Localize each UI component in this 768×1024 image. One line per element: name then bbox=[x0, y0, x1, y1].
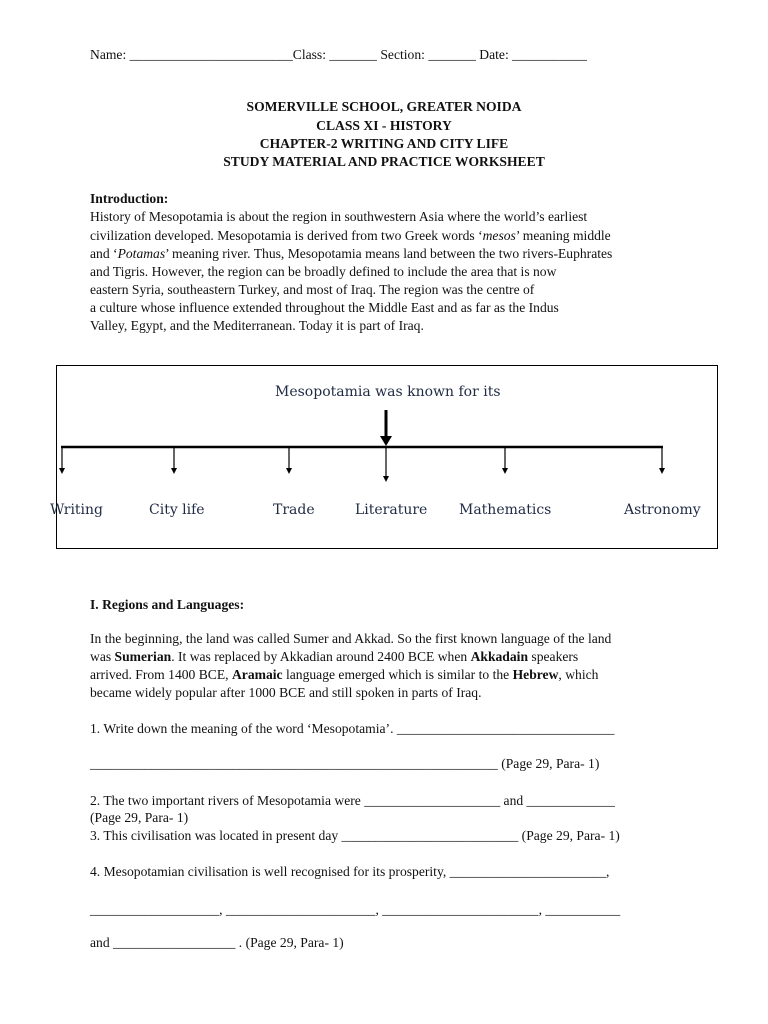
intro-line: and Tigris. However, the region can be broadly defined to include the area that is now bbox=[90, 264, 557, 279]
section-line: In the beginning, the land was called Sumer and Akkad. So the first known language of the land bbox=[90, 631, 612, 646]
class-title: CLASS XI - HISTORY bbox=[316, 118, 452, 133]
school-title: SOMERVILLE SCHOOL, GREATER NOIDA bbox=[246, 99, 522, 114]
intro-line: civilization developed. Mesopotamia is derived from two Greek words ‘mesos’ meaning middle bbox=[90, 228, 611, 243]
diagram-item-literature: Literature bbox=[355, 502, 428, 518]
intro-line: Valley, Egypt, and the Mediterranean. Today it is part of Iraq. bbox=[90, 318, 424, 333]
question-2-ref: (Page 29, Para- 1) bbox=[90, 810, 189, 825]
section-line: became widely popular after 1000 BCE and still spoken in parts of Iraq. bbox=[90, 685, 482, 700]
diagram-item-city-life: City life bbox=[149, 502, 205, 518]
section-heading: I. Regions and Languages: bbox=[90, 597, 245, 612]
intro-line: eastern Syria, southeastern Turkey, and most of Iraq. The region was the centre of bbox=[90, 282, 535, 297]
header-fields: Name: ________________________Class: _______ Section: _______ Date: ___________ bbox=[90, 47, 587, 62]
diagram-title: Mesopotamia was known for its bbox=[275, 384, 501, 400]
question-1: 1. Write down the meaning of the word ‘Mesopotamia’. ________________________________ bbox=[90, 721, 615, 736]
question-4-answer-line: ___________________, ______________________, _______________________, ___________ bbox=[90, 902, 621, 917]
section-line: arrived. From 1400 BCE, Aramaic language emerged which is similar to the Hebrew, which bbox=[90, 667, 599, 682]
intro-heading: Introduction: bbox=[90, 191, 169, 206]
chapter-title: CHAPTER-2 WRITING AND CITY LIFE bbox=[259, 136, 509, 151]
intro-line: History of Mesopotamia is about the region in southwestern Asia where the world’s earliest bbox=[90, 209, 588, 224]
question-4: 4. Mesopotamian civilisation is well recognised for its prosperity, _______________________, bbox=[90, 864, 610, 879]
diagram-item-mathematics: Mathematics bbox=[459, 502, 552, 518]
question-3: 3. This civilisation was located in present day __________________________ (Page 29, Para- 1) bbox=[90, 828, 620, 843]
worksheet-title: STUDY MATERIAL AND PRACTICE WORKSHEET bbox=[223, 154, 545, 169]
question-2: 2. The two important rivers of Mesopotamia were ____________________ and _____________ bbox=[90, 793, 615, 808]
diagram-item-astronomy: Astronomy bbox=[624, 502, 701, 518]
intro-line: and ‘Potamas’ meaning river. Thus, Mesopotamia means land between the two rivers-Euphrates bbox=[90, 246, 613, 261]
diagram-item-writing: Writing bbox=[50, 502, 104, 518]
question-4-end: and __________________ . (Page 29, Para- 1) bbox=[90, 935, 344, 950]
diagram-item-trade: Trade bbox=[273, 502, 315, 518]
question-1-answer-line: ____________________________________________________________ (Page 29, Para- 1) bbox=[90, 756, 600, 771]
intro-line: a culture whose influence extended throughout the Middle East and as far as the Indus bbox=[90, 300, 559, 315]
mesopotamia-diagram bbox=[50, 365, 718, 549]
section-line: was Sumerian. It was replaced by Akkadian around 2400 BCE when Akkadain speakers bbox=[90, 649, 579, 664]
